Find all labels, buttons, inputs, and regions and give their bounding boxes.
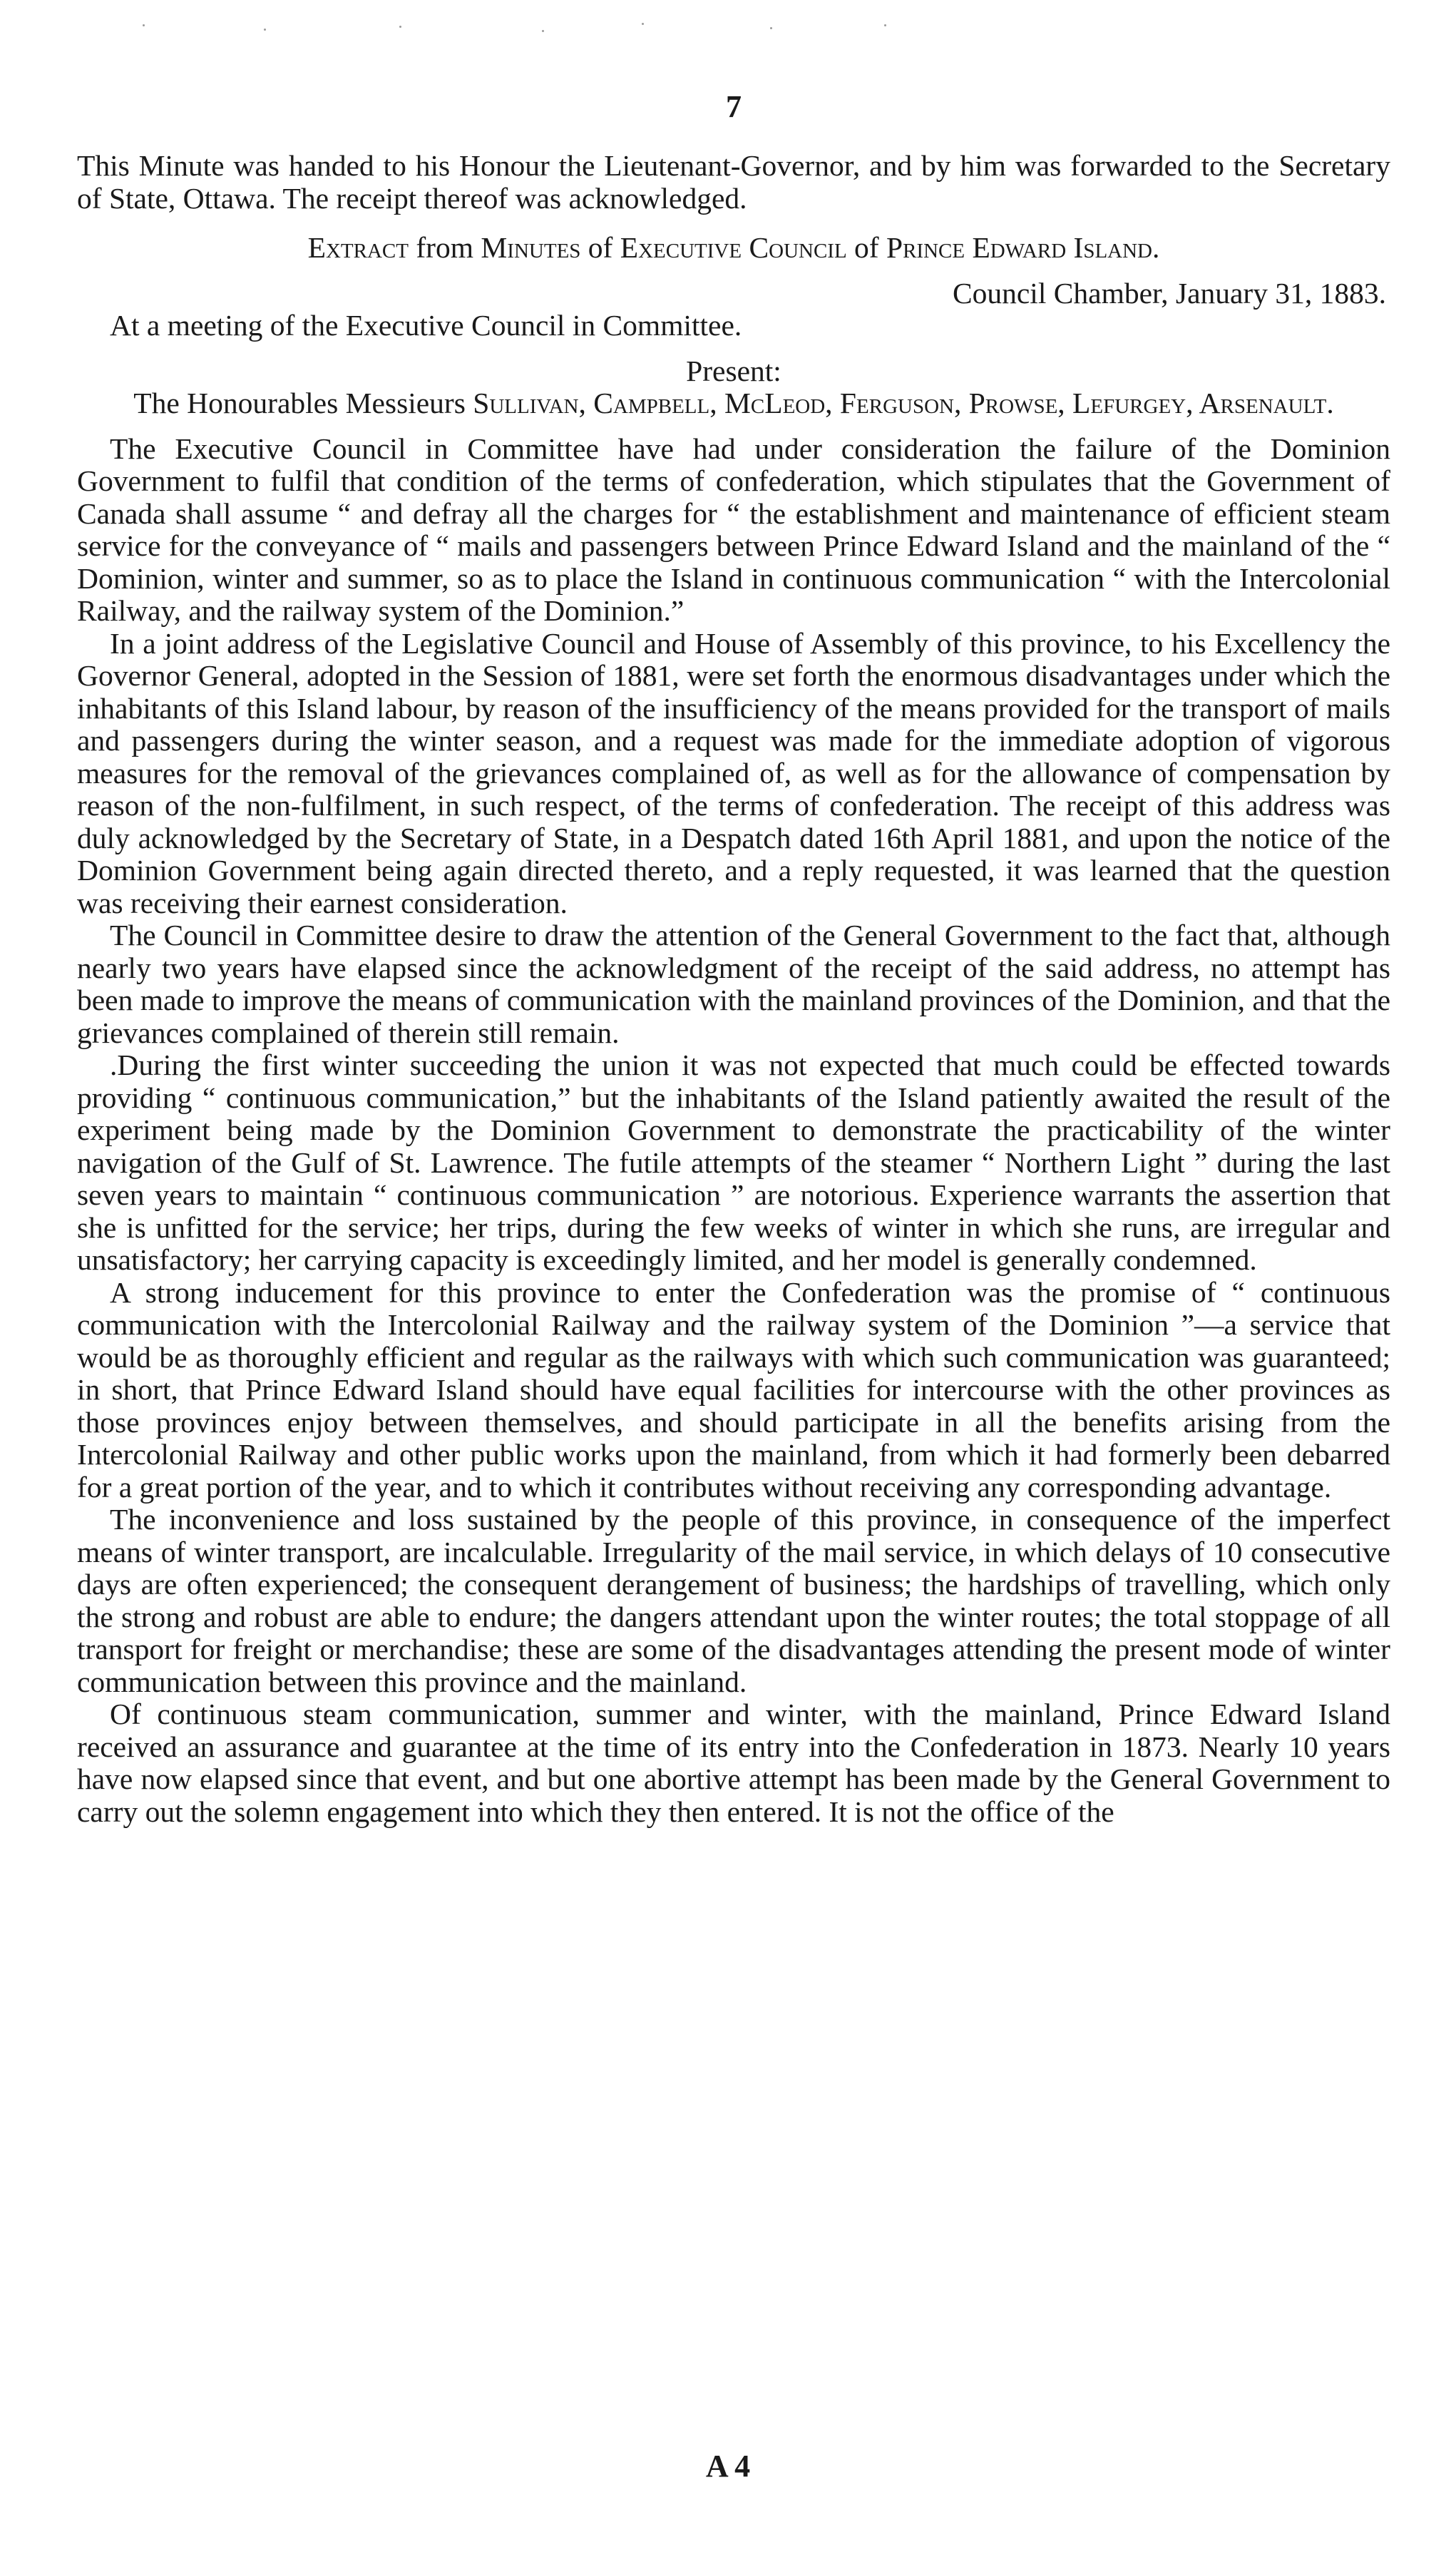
extract-minutes: Minutes xyxy=(481,231,581,264)
extract-title xyxy=(77,232,1390,265)
extract-from: from xyxy=(416,231,474,264)
dateline: Council Chamber, January 31, 1883. xyxy=(952,276,1386,310)
extract-province: Prince Edward Island. xyxy=(886,231,1160,264)
members-names: Sullivan, Campbell, McLeod, Ferguson, Prowse, Lefurgey, Arsenault. xyxy=(473,387,1334,419)
meeting-line: At a meeting of the Executive Council in Committee. xyxy=(110,309,742,342)
body-paragraph-5: A strong inducement for this province to enter the Confederation was the promise of “ continuous communication with the Intercolonial Railway and the railway system of the Dominion ”—a service that would be as thoroughly efficient and regular as the railways with which such communication was guaranteed; in short, that Prince Edward Island should have equal facilities for intercourse with the other provinces as those provinces enjoy between themselves, and should participate in all the benefits arising from the Intercolonial Railway and other public works upon the mainland, from which it had formerly been debarred for a great portion of the year, and to which it contributes without receiving any corresponding advantage. xyxy=(77,1275,1390,1504)
body-paragraph-2: In a joint address of the Legislative Council and House of Assembly of this province, to his Excellency the Governor General, adopted in the Session of 1881, were set forth the enormous disadvantages under which the inhabitants of this Island labour, by reason of the insufficiency of the means provided for the transport of mails and passengers during the winter season, and a request was made for the immediate adoption of vigorous measures for the removal of the grievances complained of, as well as for the allowance of compensation by reason of the non-fulfilment, in such respect, of the terms of confederation. The receipt of this address was duly acknowledged by the Secretary of State, in a Despatch dated 16th April 1881, and upon the notice of the Dominion Government being again directed thereto, and a reply requested, it was learned that the question was receiving their earnest consideration. xyxy=(77,626,1390,919)
intro-paragraph: This Minute was handed to his Honour the Lieutenant-Governor, and by him was forwarded to the Secretary of State, Ottawa. The receipt thereof was acknowledged. xyxy=(77,149,1390,215)
body-paragraph-6: The inconvenience and loss sustained by the people of this province, in consequence of the imperfect means of winter transport, are incalculable. Irregularity of the mail service, in which delays of 10 consecutive days are often experienced; the consequent derangement of business; the hardships of travelling, which only the strong and robust are able to endure; the dangers attendant upon the winter routes; the total stoppage of all transport for freight or merchandise; these are some of the disadvantages attending the present mode of winter communication between this province and the mainland. xyxy=(77,1503,1390,1698)
extract-council: Executive Council xyxy=(620,231,847,264)
members-prefix: The Honourables Messieurs xyxy=(133,387,466,419)
body-paragraph-7: Of continuous steam communication, summer and winter, with the mainland, Prince Edward Island received an assurance and guarantee at the time of its entry into the Confederation in 1873. Nearly 10 years have now elapsed since that event, and but one abortive attempt has been made by the General Government to carry out the solemn engagement into which they then entered. It is not the office of the xyxy=(77,1698,1390,1828)
extract-of-2: of xyxy=(854,231,879,264)
members-list xyxy=(98,387,1369,420)
extract-of-1: of xyxy=(588,231,613,264)
scan-specks xyxy=(0,21,1456,43)
body-paragraph-3: The Council in Committee desire to draw the attention of the General Government to the fact that, although nearly two years have elapsed since the acknowledgment of the receipt of the said address, no attempt has been made to improve the means of communication with the mainland provinces of the Dominion, and that the grievances complained of therein still remain. xyxy=(77,919,1390,1049)
body-paragraph-1: The Executive Council in Committee have had under consideration the failure of the Dominion Government to fulfil that condition of the terms of confederation, which stipulates that the Government of Canada shall assume “ and defray all the charges for “ the establishment and maintenance of efficient steam service for the conveyance of “ mails and passengers between Prince Edward Island and the mainland of the “ Dominion, winter and summer, so as to place the Island in continuous communication “ with the Intercolonial Railway, and the railway system of the Dominion.” xyxy=(77,432,1390,627)
present-label: Present: xyxy=(686,354,781,387)
page-number: 7 xyxy=(726,89,742,124)
signature-mark: A 4 xyxy=(705,2449,751,2484)
body-paragraph-4: .During the first winter succeeding the union it was not expected that much could be effected towards providing “ continuous communication,” but the inhabitants of the Island patiently awaited the result of the experiment being made by the Dominion Government to demonstrate the practicability of the winter navigation of the Gulf of St. Lawrence. The futile attempts of the steamer “ Northern Light ” during the last seven years to maintain “ continuous communication ” are notorious. Experience warrants the assertion that she is unfitted for the service; her trips, during the few weeks of winter in which she runs, are irregular and unsatisfactory; her carrying capacity is exceedingly limited, and her model is generally condemned. xyxy=(77,1048,1390,1276)
extract-word: Extract xyxy=(307,231,409,264)
